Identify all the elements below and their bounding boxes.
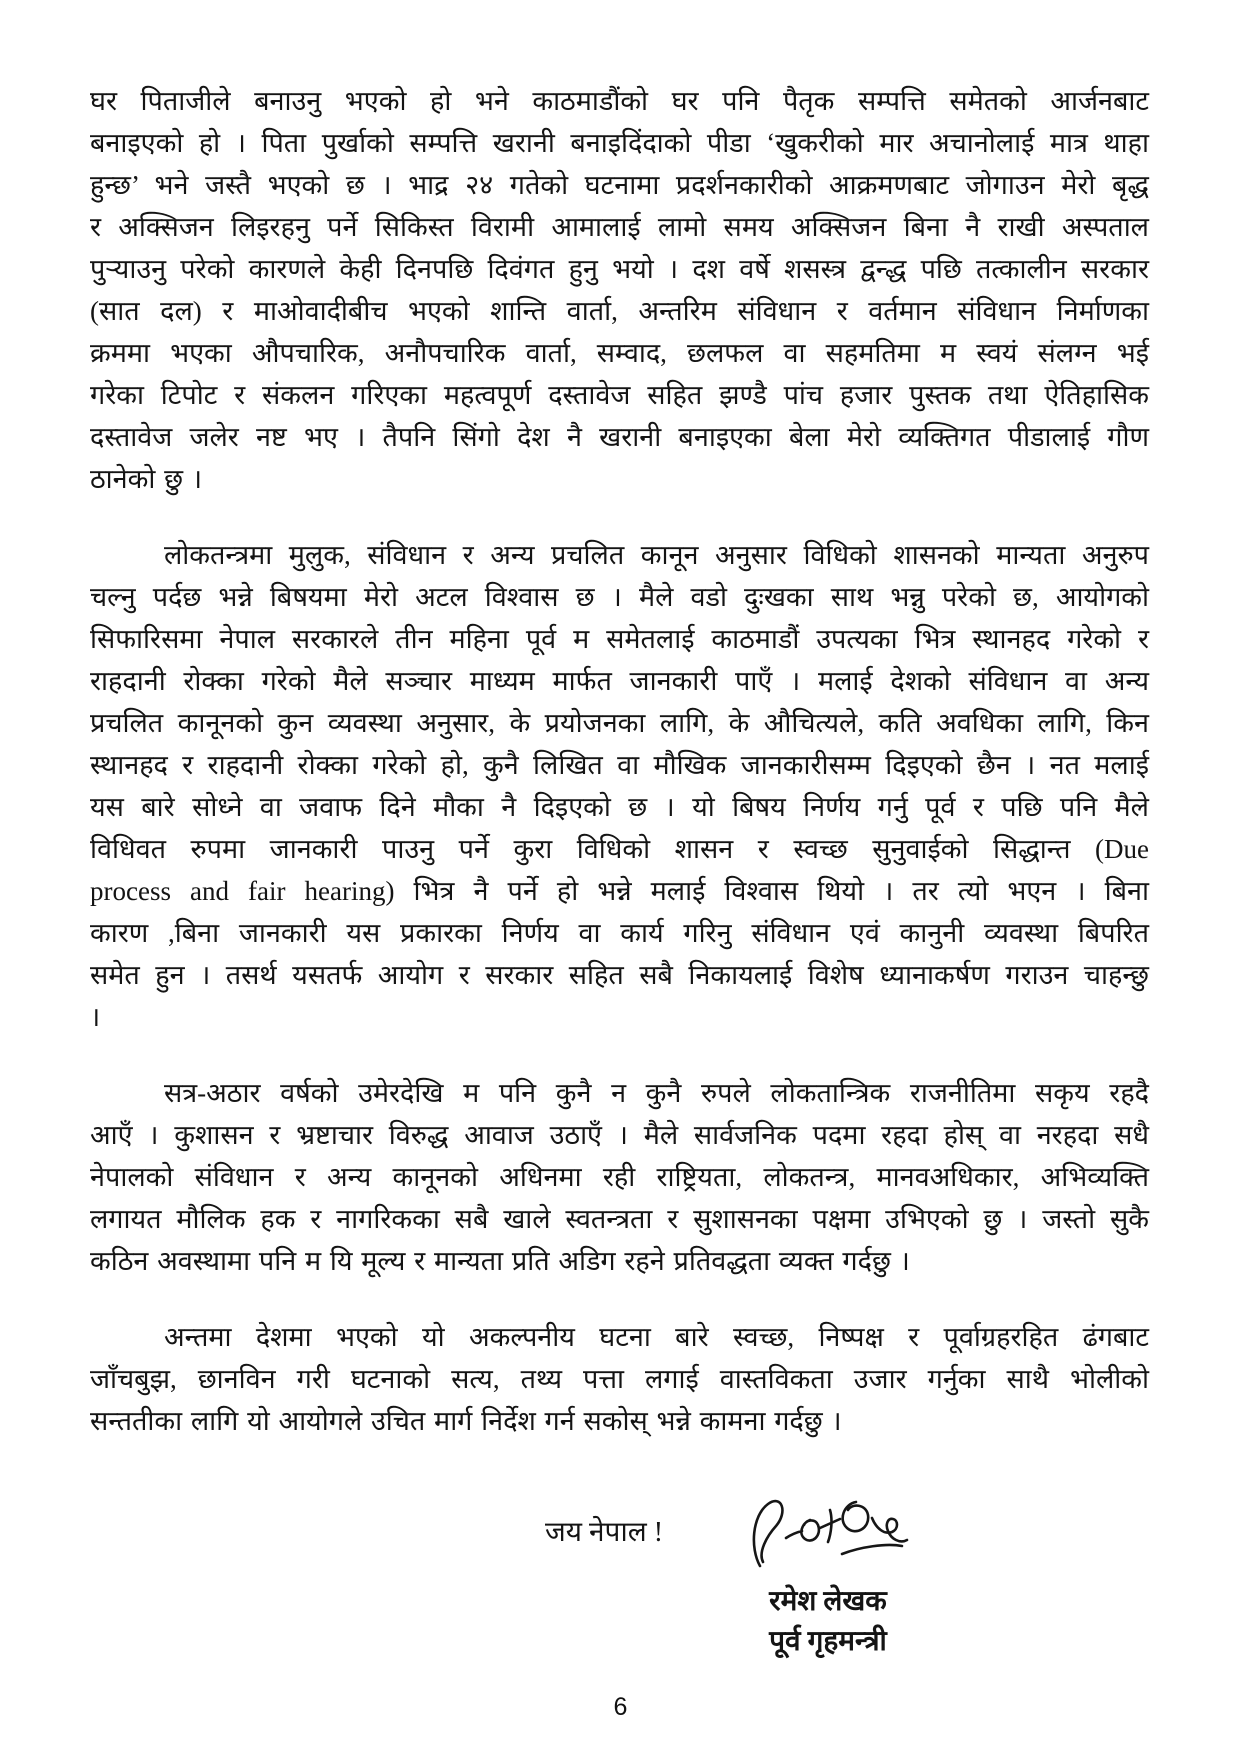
text-line: सत्र-अठार वर्षको उमेरदेखि म पनि कुनै न कुनै रुपले लोकतान्त्रिक राजनीतिमा सकृय रहदै (164, 1078, 1149, 1108)
text-line: आएँ । कुशासन र भ्रष्टाचार विरुद्ध आवाज उठाएँ । मैले सार्वजनिक पदमा रहदा होस् वा नरहदा सधै (90, 1120, 1149, 1150)
text-line: बनाइएको हो । पिता पुर्खाको सम्पत्ति खरानी बनाइदिंदाको पीडा ‘खुकरीको मार अचानोलाई मात्र थाहा (90, 128, 1149, 158)
text-line: लोकतन्त्रमा मुलुक, संविधान र अन्य प्रचलित कानून अनुसार विधिको शासनको मान्यता अनुरुप (164, 540, 1149, 570)
paragraph (90, 1072, 1149, 1282)
text-line: प्रचलित कानूनको कुन व्यवस्था अनुसार, के प्रयोजनका लागि, के औचित्यले, कति अवधिका लागि, किन (90, 708, 1149, 738)
text-line: दस्तावेज जलेर नष्ट भए । तैपनि सिंगो देश नै खरानी बनाइएका बेला मेरो व्यक्तिगत पीडालाई गौण (90, 422, 1149, 452)
text-line: विधिवत रुपमा जानकारी पाउनु पर्ने कुरा विधिको शासन र स्वच्छ सुनुवाईको सिद्धान्त (Due (90, 834, 1149, 864)
text-line: स्थानहद र राहदानी रोक्का गरेको हो, कुनै लिखित वा मौखिक जानकारीसम्म दिइएको छैन । नत मलाई (90, 750, 1149, 780)
signature-block (728, 1492, 928, 1662)
text-line: हुन्छ’ भने जस्तै भएको छ । भाद्र २४ गतेको घटनामा प्रदर्शनकारीको आक्रमणबाट जोगाउन मेरो बृद्ध (90, 170, 1149, 200)
text-line: गरेका टिपोट र संकलन गरिएका महत्वपूर्ण दस्तावेज सहित झण्डै पांच हजार पुस्तक तथा ऐतिहासिक (90, 380, 1149, 410)
text-line: जाँचबुझ, छानविन गरी घटनाको सत्य, तथ्य पत्ता लगाई वास्तविकता उजार गर्नुका साथै भोलीको (90, 1364, 1149, 1394)
paragraph (90, 80, 1149, 500)
text-line: नेपालको संविधान र अन्य कानूनको अधिनमा रही राष्ट्रियता, लोकतन्त्र, मानवअधिकार, अभिव्यक्ति (90, 1162, 1149, 1192)
text-line: (सात दल) र माओवादीबीच भएको शान्ति वार्ता, अन्तरिम संविधान र वर्तमान संविधान निर्माणका (90, 296, 1149, 326)
letter-paragraphs (90, 80, 1149, 1442)
text-line: क्रममा भएका औपचारिक, अनौपचारिक वार्ता, सम्वाद, छलफल वा सहमतिमा म स्वयं संलग्न भई (90, 338, 1149, 368)
text-line: process and fair hearing) भित्र नै पर्ने हो भन्ने मलाई विश्वास थियो । तर त्यो भएन । बिना (90, 876, 1149, 906)
signature-image (744, 1492, 912, 1584)
text-line: लगायत मौलिक हक र नागरिकका सबै खाले स्वतन्त्रता र सुशासनका पक्षमा उभिएको छु । जस्तो सुकै (90, 1204, 1149, 1234)
signatory-title: पूर्व गृहमन्त्री (769, 1626, 887, 1657)
closing-salutation: जय नेपाल ! (545, 1517, 664, 1548)
text-line: । (90, 1002, 101, 1032)
text-line: र अक्सिजन लिइरहनु पर्ने सिकिस्त विरामी आमालाई लामो समय अक्सिजन बिना नै राखी अस्पताल (90, 212, 1149, 242)
text-line: सन्ततीका लागि यो आयोगले उचित मार्ग निर्देश गर्न सकोस् भन्ने कामना गर्दछु । (90, 1406, 842, 1436)
text-line: घर पिताजीले बनाउनु भएको हो भने काठमाडौंको घर पनि पैतृक सम्पत्ति समेतको आर्जनबाट (90, 86, 1149, 116)
text-line: पुऱ्याउनु परेको कारणले केही दिनपछि दिवंगत हुनु भयो । दश वर्षे शसस्त्र द्वन्द्ध पछि तत्कालीन सरकार (90, 254, 1149, 284)
text-line: कारण ,बिना जानकारी यस प्रकारका निर्णय वा कार्य गरिनु संविधान एवं कानुनी व्यवस्था बिपरित (90, 918, 1149, 948)
text-line: यस बारे सोध्ने वा जवाफ दिने मौका नै दिइएको छ । यो बिषय निर्णय गर्नु पूर्व र पछि पनि मैले (90, 792, 1149, 822)
paragraph (90, 1316, 1149, 1442)
text-line: चल्नु पर्दछ भन्ने बिषयमा मेरो अटल विश्वास छ । मैले वडो दुःखका साथ भन्नु परेको छ, आयोगको (90, 582, 1149, 612)
text-line: कठिन अवस्थामा पनि म यि मूल्य र मान्यता प्रति अडिग रहने प्रतिवद्धता व्यक्त गर्दछु । (90, 1246, 910, 1276)
text-line: राहदानी रोक्का गरेको मैले सञ्चार माध्यम मार्फत जानकारी पाएँ । मलाई देशको संविधान वा अन्य (90, 666, 1149, 696)
page-number: 6 (613, 1693, 628, 1721)
paragraph (90, 534, 1149, 1038)
text-line: अन्तमा देशमा भएको यो अकल्पनीय घटना बारे स्वच्छ, निष्पक्ष र पूर्वाग्रहरहित ढंगबाट (164, 1322, 1149, 1352)
text-line: सिफारिसमा नेपाल सरकारले तीन महिना पूर्व म समेतलाई काठमाडौं उपत्यका भित्र स्थानहद गरेको र (90, 624, 1149, 654)
letter-body (90, 80, 1149, 1554)
text-line: समेत हुन । तसर्थ यसतर्फ आयोग र सरकार सहित सबै निकायलाई विशेष ध्यानाकर्षण गराउन चाहन्छु (90, 960, 1149, 990)
text-line: ठानेको छु । (90, 464, 203, 494)
signatory-name: रमेश लेखक (769, 1586, 887, 1617)
